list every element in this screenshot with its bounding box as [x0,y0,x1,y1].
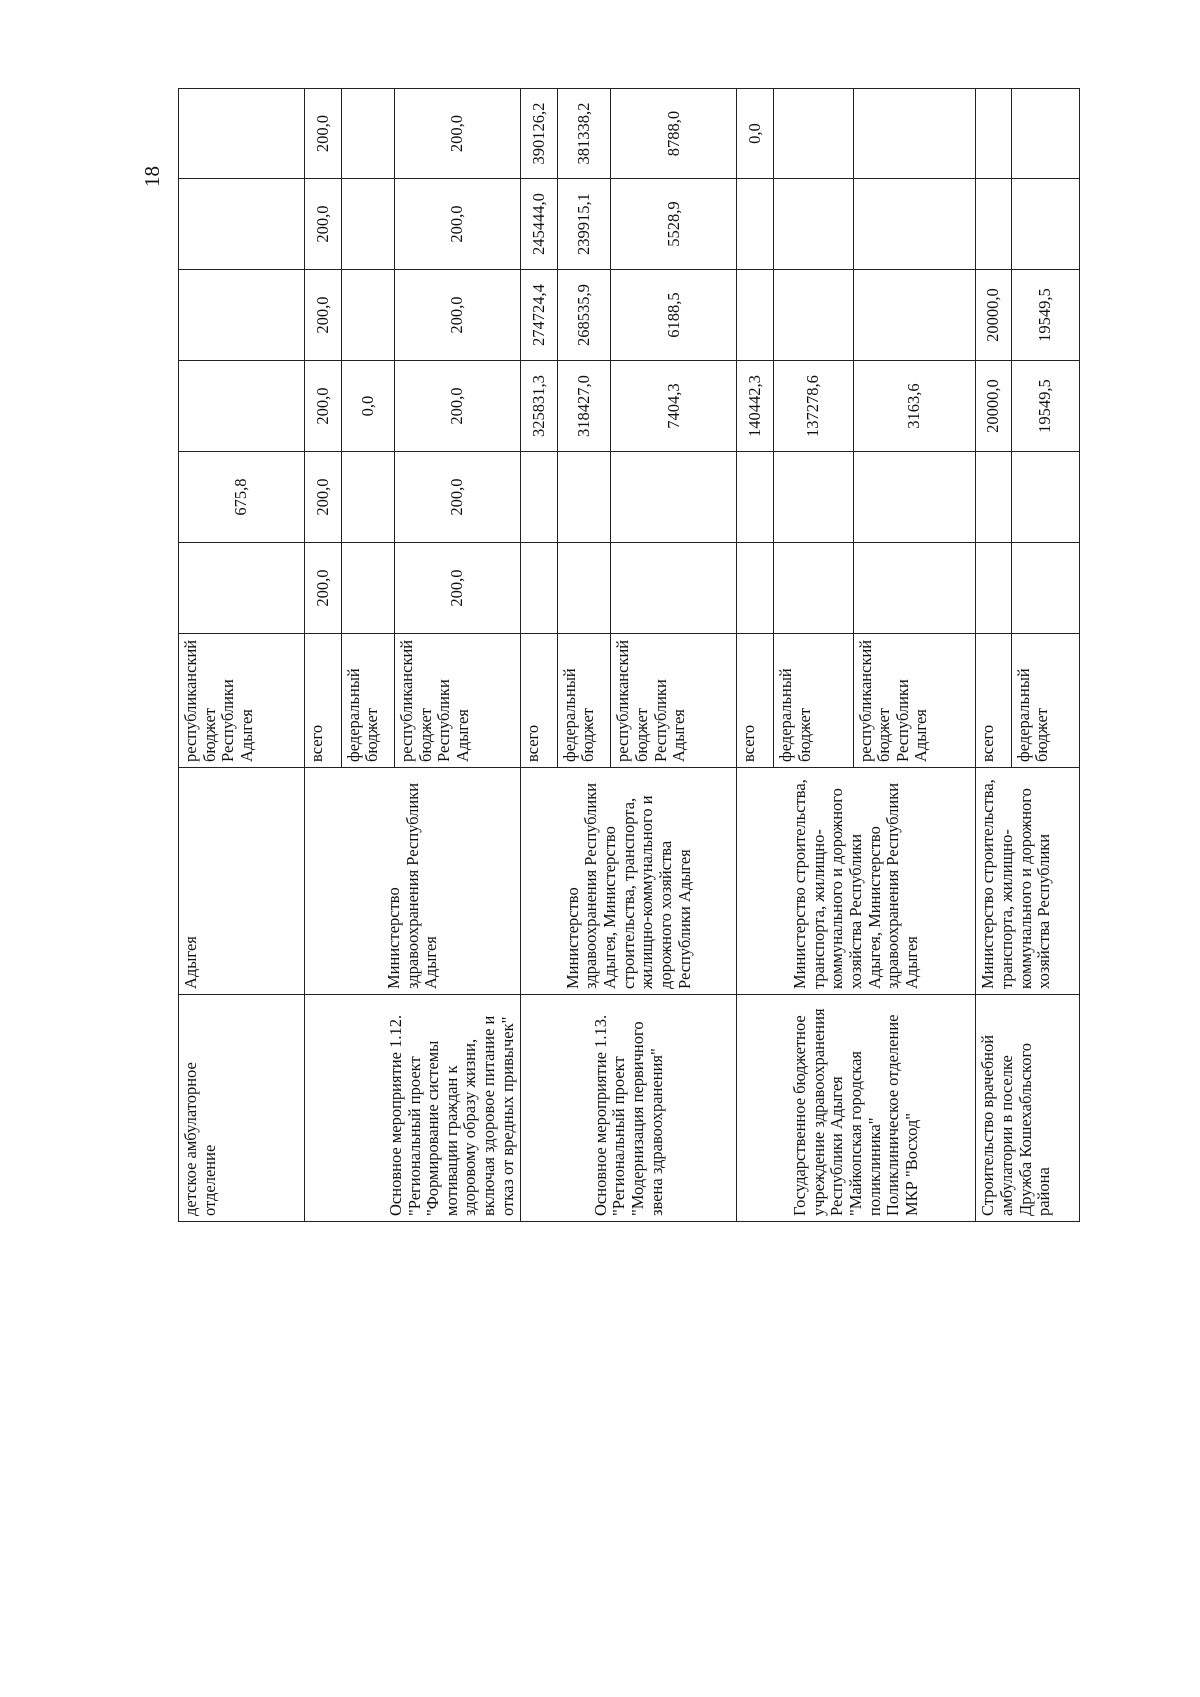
value-cell: 200,0 [305,89,341,179]
value-cell [179,179,305,270]
value-cell [737,452,773,543]
value-cell [179,89,305,179]
value-cell: 381338,2 [557,89,610,179]
responsible-org: Министерство строительства, транспорта, жилищно-коммунального и дорожного хозяйства Республики Адыгея, Министерство здравоохранения Республики Адыгея [737,768,976,995]
value-cell [853,270,976,361]
value-cell: 0,0 [737,89,773,179]
value-cell: 5528,9 [611,179,737,270]
funding-source: федеральный бюджет [773,634,853,768]
value-cell: 239915,1 [557,179,610,270]
value-cell [773,89,853,179]
value-cell: 200,0 [395,543,521,634]
value-cell: 200,0 [305,361,341,452]
table-row [305,89,341,1222]
value-cell: 20000,0 [976,270,1011,361]
value-cell [853,543,976,634]
value-cell: 200,0 [395,270,521,361]
funding-source: республиканский бюджет Республики Адыгея [853,634,976,768]
funding-source: всего [305,634,341,768]
page-number: 18 [140,166,164,187]
value-cell: 200,0 [305,179,341,270]
value-cell [853,89,976,179]
funding-source: республиканский бюджет Республики Адыгея [179,634,305,768]
value-cell [773,179,853,270]
value-cell: 200,0 [395,179,521,270]
value-cell [737,543,773,634]
funding-source: федеральный бюджет [341,634,394,768]
value-cell: 140442,3 [737,361,773,452]
value-cell [737,270,773,361]
value-cell: 274724,4 [521,270,557,361]
value-cell [179,270,305,361]
funding-source: республиканский бюджет Республики Адыгея [611,634,737,768]
value-cell [341,543,394,634]
responsible-org: Министерство здравоохранения Республики Адыгея, Министерство строительства, транспорта, жилищно-коммунального и дорожного хозяйства Республики Адыгея [521,768,737,995]
value-cell [976,543,1011,634]
funding-source: федеральный бюджет [1011,634,1079,768]
value-cell [1011,543,1079,634]
funding-source: республиканский бюджет Республики Адыгея [395,634,521,768]
responsible-org: Министерство строительства, транспорта, жилищно-коммунального и дорожного хозяйства Республики [976,768,1080,995]
value-cell: 268535,9 [557,270,610,361]
rotated-table-wrapper [178,89,1080,1222]
funding-source: всего [737,634,773,768]
value-cell: 7404,3 [611,361,737,452]
value-cell: 6188,5 [611,270,737,361]
value-cell [341,452,394,543]
value-cell [976,89,1011,179]
measure-name: Основное мероприятие 1.13. "Региональный проект "Модернизация первичного звена здравоохранения" [521,995,737,1222]
value-cell [737,179,773,270]
value-cell: 200,0 [395,452,521,543]
value-cell: 20000,0 [976,361,1011,452]
measure-name: Строительство врачебной амбулатории в поселке Дружба Кошехабльского района [976,995,1080,1222]
value-cell: 390126,2 [521,89,557,179]
value-cell [179,361,305,452]
value-cell: 200,0 [305,270,341,361]
value-cell: 245444,0 [521,179,557,270]
budget-table [178,88,1080,1222]
value-cell [611,452,737,543]
value-cell [611,543,737,634]
responsible-org: Адыгея [179,768,305,995]
measure-name: Государственное бюджетное учреждение здравоохранения Республики Адыгея "Майкопская городская поликлиника" Поликлиническое отделение МКР "Восход" [737,995,976,1222]
table-row [521,89,557,1222]
value-cell [976,452,1011,543]
value-cell [1011,179,1079,270]
value-cell [341,89,394,179]
value-cell: 8788,0 [611,89,737,179]
value-cell [521,452,557,543]
value-cell: 19549,5 [1011,270,1079,361]
value-cell: 675,8 [179,452,305,543]
value-cell [341,179,394,270]
value-cell: 200,0 [395,361,521,452]
value-cell: 200,0 [395,89,521,179]
value-cell [773,270,853,361]
value-cell [341,270,394,361]
value-cell [1011,89,1079,179]
value-cell: 200,0 [305,543,341,634]
funding-source: всего [976,634,1011,768]
measure-name: детское амбулаторное отделение [179,995,305,1222]
value-cell [773,452,853,543]
value-cell: 0,0 [341,361,394,452]
value-cell: 325831,3 [521,361,557,452]
value-cell [976,179,1011,270]
funding-source: федеральный бюджет [557,634,610,768]
value-cell [521,543,557,634]
value-cell: 137278,6 [773,361,853,452]
value-cell [557,543,610,634]
value-cell [179,543,305,634]
value-cell [853,452,976,543]
table-row [976,89,1011,1222]
responsible-org: Министерство здравоохранения Республики Адыгея [305,768,521,995]
value-cell: 200,0 [305,452,341,543]
value-cell: 318427,0 [557,361,610,452]
value-cell: 19549,5 [1011,361,1079,452]
table-row [737,89,773,1222]
funding-source: всего [521,634,557,768]
value-cell [1011,452,1079,543]
value-cell [773,543,853,634]
table-row [179,89,305,1222]
value-cell [853,179,976,270]
value-cell: 3163,6 [853,361,976,452]
measure-name: Основное мероприятие 1.12. "Региональный проект "Формирование системы мотивации граждан к здоровому образу жизни, включая здоровое питание и отказ от вредных привычек" [305,995,521,1222]
value-cell [557,452,610,543]
